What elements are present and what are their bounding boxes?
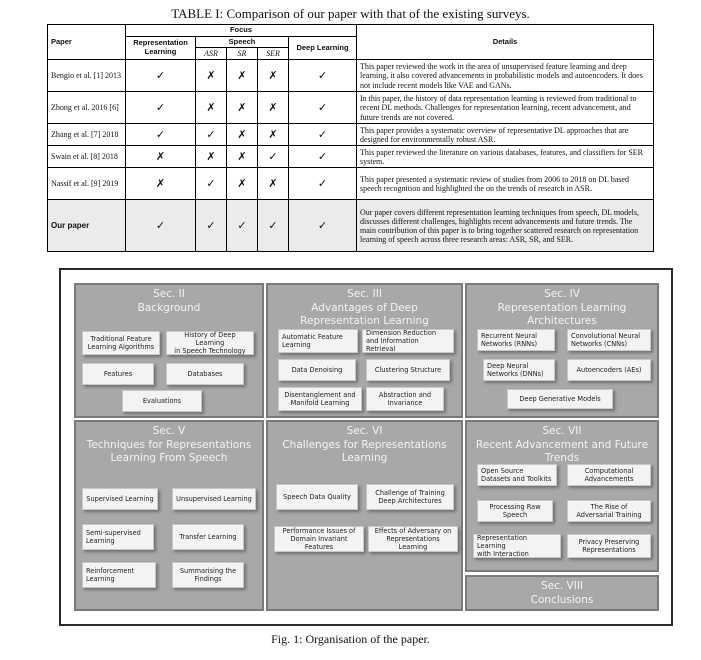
paper-cell: Bengio et al. [1] 2013 <box>48 60 126 92</box>
header-details: Details <box>357 25 654 60</box>
header-paper: Paper <box>48 25 126 60</box>
topic-box: Dimension Reduction and Information Retrieval <box>362 329 454 353</box>
dl-mark: ✓ <box>289 124 357 146</box>
dl-mark: ✓ <box>289 146 357 168</box>
topic-box: Deep Generative Models <box>507 389 613 409</box>
sr-mark: ✓ <box>227 200 258 252</box>
asr-mark: ✗ <box>196 92 227 124</box>
rl-mark: ✓ <box>126 124 196 146</box>
header-asr: ASR <box>196 48 227 60</box>
topic-box: Disentanglement and Manifold Learning <box>278 387 362 411</box>
rl-mark: ✓ <box>126 92 196 124</box>
section-title: Sec. III Advantages of Deep Representation Learning <box>300 288 429 328</box>
topic-box: Semi-supervised Learning <box>82 524 154 550</box>
table-row <box>48 92 654 124</box>
section-background <box>74 283 264 418</box>
rl-mark: ✓ <box>126 60 196 92</box>
topic-box: Representation Learning with Interaction <box>473 534 561 558</box>
table-row <box>48 60 654 92</box>
ser-mark: ✗ <box>258 168 289 200</box>
header-focus: Focus <box>126 25 357 37</box>
asr-mark: ✗ <box>196 146 227 168</box>
header-deep-learning: Deep Learning <box>289 36 357 60</box>
details-cell: This paper reviewed the work in the area of unsupervised feature learning and deep learning, it also covered advancements in probabilistic models and autoencoders. It does not include recent models like VAE and GANs. <box>357 60 654 92</box>
topic-box: Clustering Structure <box>366 359 450 381</box>
details-cell: This paper presented a systematic review of studies from 2006 to 2018 on DL based speech recognition and highlighted the on the trends of research in ASR. <box>357 168 654 200</box>
dl-mark: ✓ <box>289 200 357 252</box>
topic-box: Databases <box>166 363 244 385</box>
topic-box: Unsupervised Learning <box>172 488 256 510</box>
paper-cell: Our paper <box>48 200 126 252</box>
section-recent-advancement <box>465 420 659 572</box>
section-title: Sec. VII Recent Advancement and Future Trends <box>475 425 649 465</box>
ser-mark: ✗ <box>258 92 289 124</box>
dl-mark: ✓ <box>289 168 357 200</box>
topic-box: Supervised Learning <box>82 488 158 510</box>
dl-mark: ✓ <box>289 92 357 124</box>
topic-box: Performance Issues of Domain Invariant Features <box>274 526 364 552</box>
topic-box: Data Denoising <box>278 359 356 381</box>
ser-mark: ✗ <box>258 124 289 146</box>
section-conclusions <box>465 575 659 611</box>
section-title: Sec. V Techniques for Representations Learning From Speech <box>86 425 252 465</box>
topic-box: Autoencoders (AEs) <box>567 359 651 381</box>
ser-mark: ✗ <box>258 60 289 92</box>
section-techniques <box>74 420 264 611</box>
rl-mark: ✗ <box>126 146 196 168</box>
sr-mark: ✗ <box>227 168 258 200</box>
details-cell: This paper provides a systematic overview of representative DL approaches that are designed for environmentally robust ASR. <box>357 124 654 146</box>
sr-mark: ✗ <box>227 146 258 168</box>
details-cell: In this paper, the history of data representation learning is reviewed from traditional to recent DL methods. Challenges for representation learning, recent advancement, and future trends are not covered. <box>357 92 654 124</box>
table-row <box>48 124 654 146</box>
ser-mark: ✓ <box>258 200 289 252</box>
topic-box: Convolutional Neural Networks (CNNs) <box>567 329 651 351</box>
section-architectures <box>465 283 659 418</box>
section-advantages <box>266 283 463 418</box>
section-title: Sec. VIII Conclusions <box>530 580 594 606</box>
section-title: Sec. II Background <box>137 288 201 314</box>
topic-box: Processing Raw Speech <box>477 500 553 522</box>
topic-box: Computational Advancements <box>567 464 651 486</box>
table-header-row <box>48 25 654 37</box>
asr-mark: ✓ <box>196 200 227 252</box>
sr-mark: ✗ <box>227 124 258 146</box>
details-cell: This paper reviewed the literature on various databases, features, and classifiers for SER system. <box>357 146 654 168</box>
organisation-figure <box>59 268 673 626</box>
topic-box: Summarising the Findings <box>172 562 244 588</box>
asr-mark: ✓ <box>196 124 227 146</box>
table-row <box>48 146 654 168</box>
topic-box: Abstraction and Invariance <box>366 387 444 411</box>
topic-box: Recurrent Neural Networks (RNNs) <box>477 329 555 351</box>
topic-box: Traditional Feature Learning Algorithms <box>82 331 160 355</box>
header-representation-learning: Representation Learning <box>126 36 196 60</box>
topic-box: Challenge of Training Deep Architectures <box>366 484 454 510</box>
header-sr: SR <box>227 48 258 60</box>
topic-box: History of Deep Learning in Speech Technology <box>166 331 254 355</box>
table-row <box>48 168 654 200</box>
topic-box: Deep Neural Networks (DNNs) <box>483 359 555 381</box>
topic-box: Reinforcement Learning <box>82 562 156 588</box>
dl-mark: ✓ <box>289 60 357 92</box>
paper-cell: Swain et al. [8] 2018 <box>48 146 126 168</box>
sr-mark: ✗ <box>227 60 258 92</box>
rl-mark: ✓ <box>126 200 196 252</box>
section-challenges <box>266 420 463 611</box>
topic-box: Transfer Learning <box>172 524 244 550</box>
topic-box: Effects of Adversary on Representations Learning <box>368 526 458 552</box>
figure-caption: Fig. 1: Organisation of the paper. <box>271 632 430 646</box>
topic-box: Automatic Feature Learning <box>278 329 358 353</box>
rl-mark: ✗ <box>126 168 196 200</box>
details-cell: Our paper covers different representation learning techniques from speech, DL models, discusses different challenges, highlights recent advancements and future trends. The main contribution of this paper is to bring together scattered research on representation learning of speech across three research areas: ASR, SR, and SER. <box>357 200 654 252</box>
topic-box: Speech Data Quality <box>276 484 358 510</box>
topic-box: Privacy Preserving Representations <box>567 534 651 558</box>
section-title: Sec. VI Challenges for Representations Learning <box>282 425 447 465</box>
topic-box: Evaluations <box>122 390 202 412</box>
section-title: Sec. IV Representation Learning Architectures <box>497 288 627 328</box>
asr-mark: ✓ <box>196 168 227 200</box>
topic-box: Open Source Datasets and Toolkits <box>477 464 557 486</box>
paper-cell: Zhang et al. [7] 2018 <box>48 124 126 146</box>
topic-box: The Rise of Adversarial Training <box>567 500 651 522</box>
paper-cell: Nassif et al. [9] 2019 <box>48 168 126 200</box>
ser-mark: ✓ <box>258 146 289 168</box>
topic-box: Features <box>82 363 154 385</box>
header-speech: Speech <box>196 36 289 48</box>
table-caption: TABLE I: Comparison of our paper with that of the existing surveys. <box>171 6 530 21</box>
paper-cell: Zhong et al. 2016 [6] <box>48 92 126 124</box>
table-row-our-paper <box>48 200 654 252</box>
sr-mark: ✗ <box>227 92 258 124</box>
comparison-table <box>47 24 654 252</box>
asr-mark: ✗ <box>196 60 227 92</box>
header-ser: SER <box>258 48 289 60</box>
